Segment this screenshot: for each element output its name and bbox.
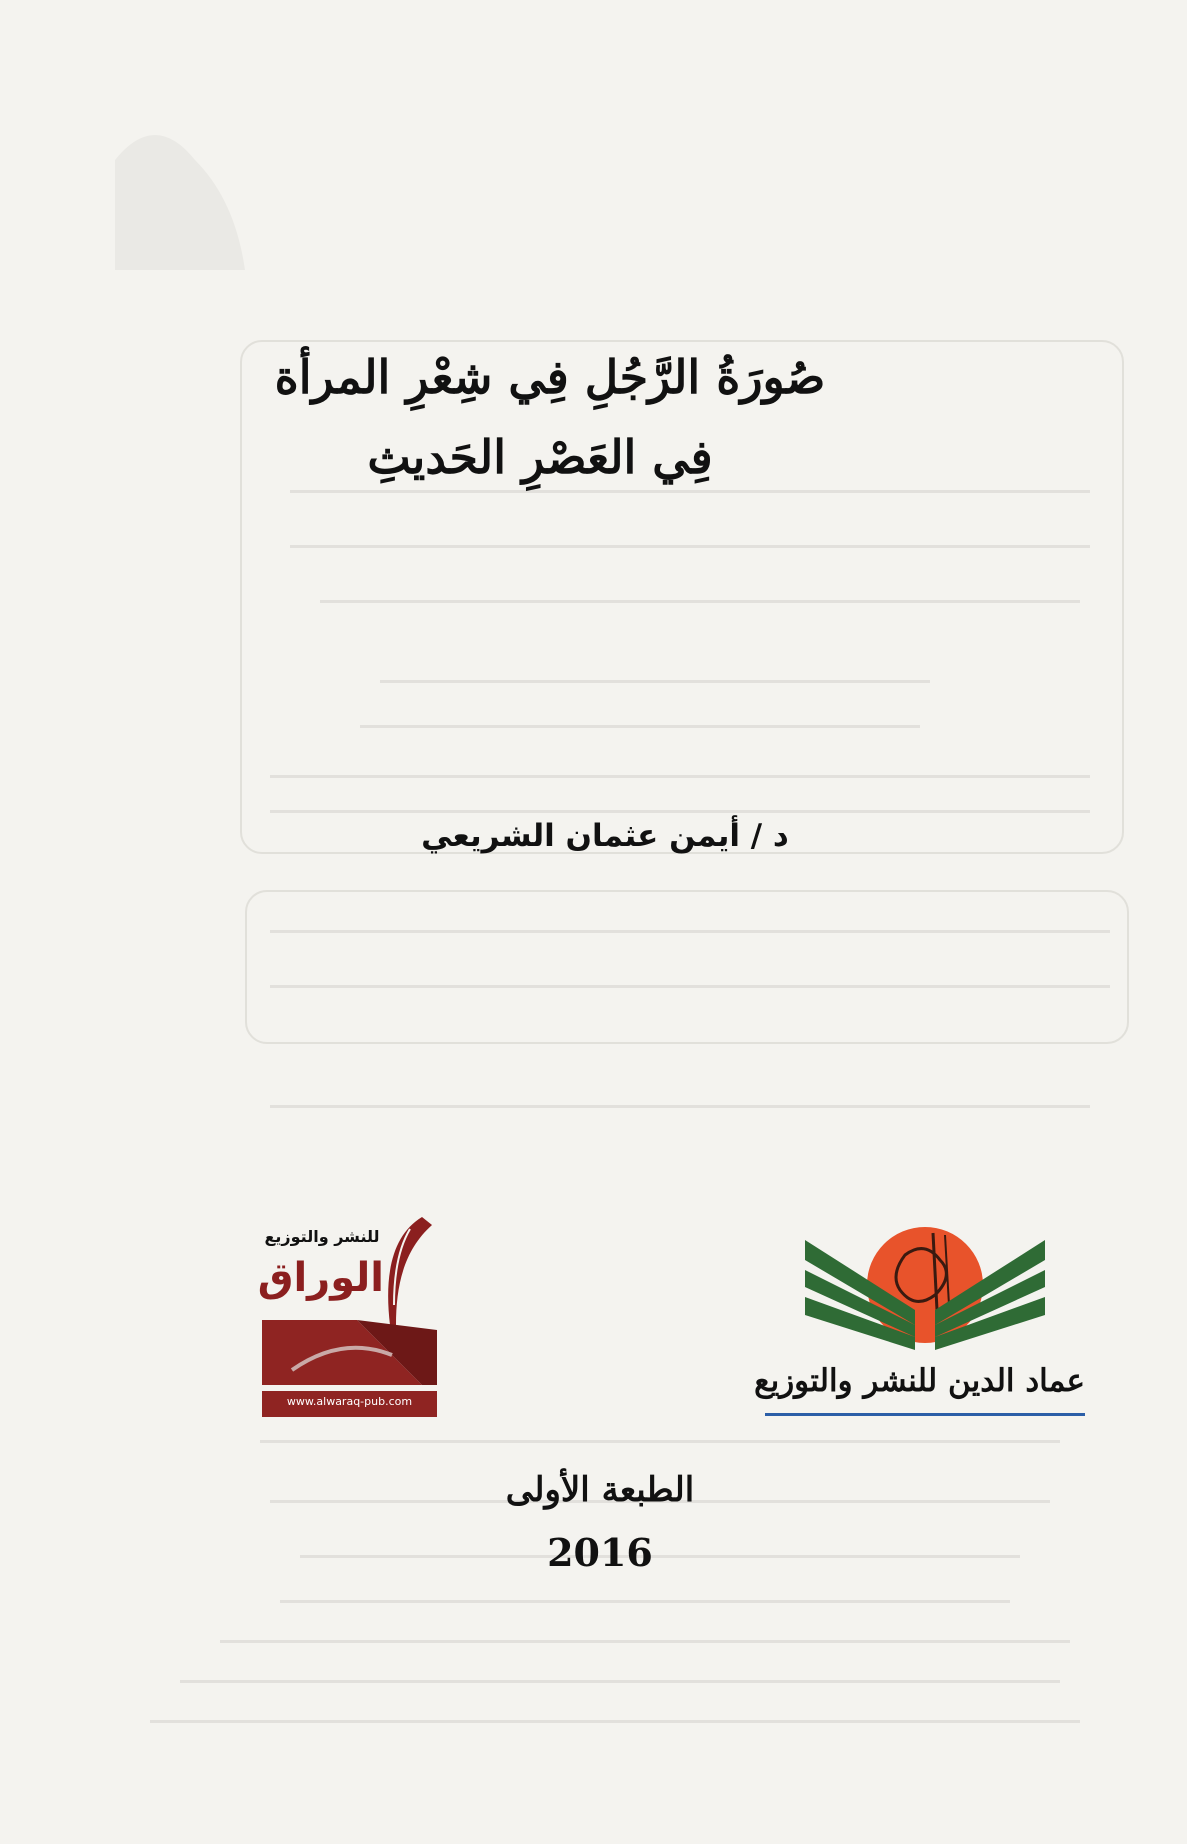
ghost-line xyxy=(270,810,1090,813)
ghost-line xyxy=(360,725,920,728)
ghost-line xyxy=(290,490,1090,493)
imad-logo xyxy=(754,1215,1085,1415)
ghost-line xyxy=(260,1440,1060,1443)
book-title-line-2: فِي العَصْرِ الحَديثِ xyxy=(367,430,713,484)
ghost-line xyxy=(150,1720,1080,1723)
ghost-line xyxy=(320,600,1080,603)
imad-name: عماد الدين للنشر والتوزيع xyxy=(754,1363,1085,1399)
alwaraq-logo xyxy=(257,1215,437,1420)
alwaraq-name: الوراق xyxy=(257,1255,384,1301)
ghost-line xyxy=(220,1640,1070,1643)
ghost-line xyxy=(270,930,1110,933)
ghost-emblem xyxy=(95,100,265,300)
ghost-line xyxy=(290,545,1090,548)
alwaraq-tagline: للنشر والتوزيع xyxy=(264,1227,380,1246)
book-title-line-1: صُورَةُ الرَّجُلِ فِي شِعْرِ المرأة xyxy=(274,350,826,404)
publication-year: 2016 xyxy=(547,1530,653,1575)
ghost-frame-middle xyxy=(245,890,1129,1044)
ghost-line xyxy=(270,1105,1090,1108)
author-name: د / أيمن عثمان الشريعي xyxy=(421,818,789,854)
imad-underline xyxy=(765,1413,1085,1416)
ghost-line xyxy=(270,775,1090,778)
ghost-line xyxy=(180,1680,1060,1683)
book-pages-icon xyxy=(262,1315,437,1395)
alwaraq-url: www.alwaraq-pub.com xyxy=(286,1395,413,1408)
ghost-line xyxy=(280,1600,1010,1603)
ghost-line xyxy=(270,985,1110,988)
rising-sun-book-icon xyxy=(805,1215,1045,1360)
ghost-line xyxy=(380,680,930,683)
edition-label: الطبعة الأولى xyxy=(505,1470,695,1510)
